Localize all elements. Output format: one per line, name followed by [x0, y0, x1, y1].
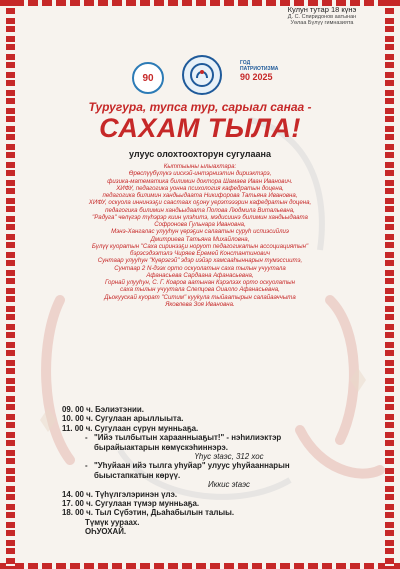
- schedule-subitem-text-2: бырайыактарын көмүскэһиннэрэ.: [94, 442, 228, 452]
- anniversary-logo-icon: [132, 62, 164, 94]
- poster-subtitle: улуус олохтоохторун сугулаана: [129, 149, 271, 159]
- schedule-subitem-text-1: "Ийэ тылбытын хараанныаҕыт!" - нэһилиэктэр: [94, 433, 282, 443]
- participant-line: Афанасьева Сардаана Афанасьевна,: [146, 271, 254, 279]
- participant-line: бэрэсэдээтэлэ Чиряев Еремей Константинович: [130, 250, 270, 257]
- patriotism-year-label: ГОД ПАТРИОТИЗМА: [240, 60, 279, 72]
- bullet-dash: -: [85, 433, 88, 443]
- event-date: Кулун тутар 18 күнэ: [287, 5, 357, 14]
- schedule-item: 17. 00 ч. Сугулаан түмэр мунньаҕа.: [62, 499, 200, 509]
- participant-line: педагогика билимин хандьыдаата Никифорова Татьяна Ивановна,: [102, 192, 298, 199]
- participant-line: Өрөспүүбүлүкэ иискэй-интэрниэтин дириэктэрэ,: [128, 170, 272, 178]
- schedule-location-note: Иккис эtaэс: [208, 480, 250, 490]
- participant-line: "Радуга" чөлүгэр түһэрэр киин үлэһитэ, мэдисиинэ билимин хандьыдаата: [92, 213, 308, 221]
- participant-line: Софронова Гульнара Ивановна,: [154, 221, 246, 228]
- bullet-dash: -: [85, 461, 88, 471]
- patriotism-year-number: 90 2025: [240, 72, 273, 82]
- schedule-subitem-text-1: "Уһуйаан ийэ тылга уһуйар" улуус уһуйааннарын: [94, 461, 290, 471]
- schedule-item: 18. 00 ч. Тыл Сүбэтин, Дьаһабылын талыы.: [62, 508, 235, 518]
- schedule-item: ОҺУОХАЙ.: [85, 527, 127, 537]
- emblem-logo-icon: [182, 55, 222, 95]
- poster-title: САХАМ ТЫЛА!: [99, 113, 301, 143]
- schedule-subitem-text-2: быыстапкатын көрүү.: [94, 470, 181, 480]
- venue-name-line1: Д. С. Спиридонов аатынан: [287, 14, 357, 21]
- participant-line: Сунтаар улууһун "Күөрэгэй" эдэр иэйэр хамсааһыннарын тумэссиитэ,: [97, 257, 303, 265]
- participant-line: Яковлева Зоя Ивановна.: [165, 300, 235, 308]
- poster-slogan: Туругура, тупса тур, сарыал санаа -: [88, 100, 312, 114]
- emblem-symbol-icon: [189, 62, 215, 88]
- participant-line: Горнай улууһун, С. Г. Ковров аатынан Кэрэлээх орто оскуолатын: [105, 279, 295, 286]
- anniversary-logo-number: 90: [142, 72, 154, 84]
- schedule-subitem: [62, 461, 362, 470]
- participant-line: Дьокуускай куорат "Ситим" кууkула тыйаатырын салайааччыта: [104, 293, 296, 301]
- schedule-item: 14. 00 ч. Түһүлгэлэринэн үлэ.: [62, 489, 178, 499]
- participant-line: физика-математика билимин доктора Шамаев Иван Иванович.: [107, 177, 293, 185]
- venue-info: [262, 6, 382, 26]
- schedule-item: 10. 00 ч. Сугулаан арыллыыта.: [62, 414, 184, 424]
- participants-heading: Кыттыыны ылыахтара:: [163, 163, 237, 170]
- participant-line: ХИФУ, оскуола иннинээҕи саастаах оҕону уерэтэээрин кафедратын доцена,: [88, 199, 312, 207]
- participant-line: педагогика билимин хандьыдаата Попова Людмила Витальевна,: [105, 206, 295, 214]
- schedule-item: 09. 00 ч. Бэлиэтэнии.: [62, 405, 144, 414]
- patriotism-year-logo: [240, 60, 279, 92]
- schedule-subitem: [62, 433, 362, 442]
- participants-list: [62, 163, 338, 308]
- venue-name-line2: Уөлаа Бүлүү гимназията: [290, 20, 354, 27]
- event-schedule: [62, 405, 362, 537]
- schedule-item: Түмүк уураах.: [85, 517, 140, 527]
- participant-line: Мэнэ-Хангалас улууһун үөрэҕин салаатын суруһ испиэсийлиэ: [111, 228, 289, 236]
- participant-line: Бүлүү куоратын "Саха сиринээҕи норуот педагогикатын ассоциациятын": [91, 242, 309, 250]
- participant-line: саха тылын учуутала Слепцова Оиалло Афанасьевна,: [120, 286, 280, 294]
- schedule-item: 11. 00 ч. Сугулаан сүрүн мунньаҕа.: [62, 423, 199, 433]
- schedule-location-note: Үһус эtaэс, 312 хос: [194, 452, 264, 462]
- participant-line: ХИФУ, педагогика уонна психология кафедратын доцена,: [116, 184, 284, 192]
- participant-line: Дмитриева Татьяна Михайловна,: [150, 235, 250, 243]
- participant-line: Сунтаар 2 N-дээх орто оскуолатын саха тылын учуутала: [114, 264, 286, 272]
